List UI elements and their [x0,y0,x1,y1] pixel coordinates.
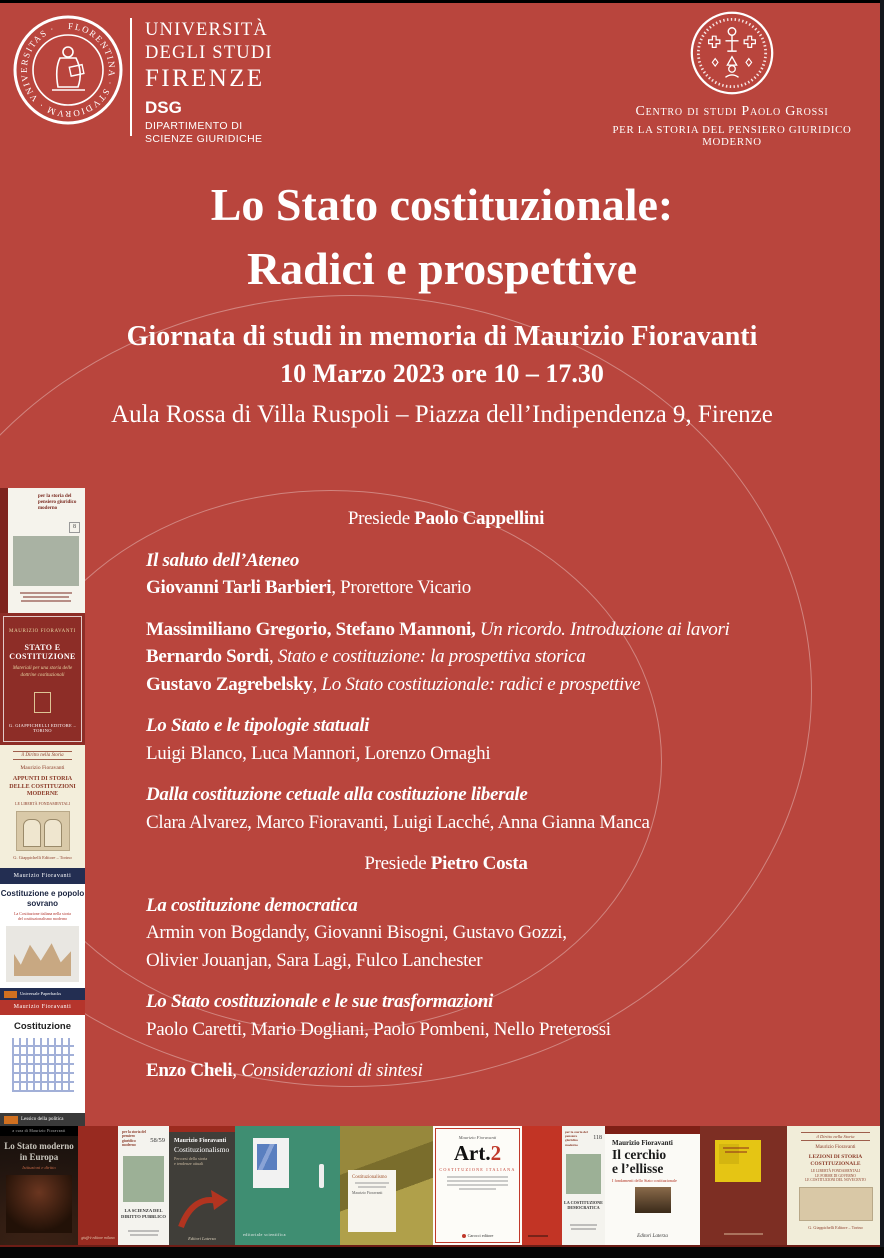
program-text: Luigi Blanco, Luca Mannori, Lorenzo Ornaghi [146,742,491,764]
book-tablets-image [16,811,70,851]
book-title: LA SCIENZA DEL DIRITTO PUBBLICO [121,1208,166,1219]
book-publisher: Editori Laterza [188,1236,216,1241]
program-line [146,712,746,740]
unifi-wordmark [145,21,273,146]
program-line [146,809,746,837]
program-text: Un ricordo. Introduzione ai lavori [479,618,730,640]
program-text: Giovanni Tarli Barbieri [146,577,332,598]
book-cover-red-laterza [522,1126,562,1245]
program-text: La costituzione democratica [146,894,358,916]
program-text: Massimiliano Gregorio, Stefano Mannoni, [146,618,480,640]
program-line [146,547,746,575]
book-publisher: Carocci editore [433,1233,522,1238]
subtitle-datetime: 10 Marzo 2023 ore 10 – 17.30 [280,359,604,388]
book-author: Maurizio Fioravanti [20,765,65,771]
book-image [635,1187,671,1213]
program-line [146,1057,746,1085]
header-divider [130,18,132,136]
book-subtitle: La Costituzione italiana nella storia del costituzionalismo moderno [14,911,71,921]
program-text: Paolo Cappellini [414,508,545,529]
program-text: Enzo Cheli [146,1060,233,1081]
book-subtitle: LE LIBERTÀ FONDAMENTALI [15,800,70,806]
centro-grossi-block [596,10,868,148]
program-text: Il saluto dell’Ateneo [146,549,300,571]
book-title: LA COSTITUZIONE DEMOCRATICA [564,1200,603,1211]
paper-crown [14,936,71,976]
rule [801,1140,871,1141]
book-title: STATO E COSTITUZIONE [9,643,76,661]
book-number: 8 [69,522,80,533]
unifi-name-line2: DEGLI STUDI [145,42,273,63]
rule [13,751,73,752]
book-publisher: Editori Laterza [637,1234,668,1239]
book-series: il Diritto nella Storia [816,1134,855,1139]
book-cover-stato-e-costituzione [0,613,85,745]
book-series: per la storia del pensiero giuridico moderno [122,1130,146,1148]
program-text: Lo Stato costituzionale e le sue trasformazioni [146,991,493,1012]
book-author: Maurizio Fioravanti [458,1135,497,1140]
program-text: Clara Alvarez, Marco Fioravanti, Luigi Lacché, Anna Gianna Manca [146,811,650,833]
book-text-lines [528,1233,548,1239]
program-line [146,892,746,920]
program-line [146,643,746,671]
yellow-panel [715,1140,761,1182]
book-cover-quaderni-118 [562,1126,605,1245]
book-top-band [169,1126,235,1132]
book-series: Lessico della politica [21,1117,64,1122]
book-author: Maurizio Fioravanti [612,1139,673,1147]
unifi-seal-ring-text: FLORENTINA · STVDIORVM · VNIVERSITAS · [18,20,118,120]
book-publisher: editoriale scientifica [243,1232,286,1237]
book-publisher-band [0,988,85,1000]
book-cover-art2 [433,1126,522,1245]
rule [13,759,73,760]
program-line [146,988,746,1016]
program-text: Dalla costituzione cetuale alla costituzione liberale [146,784,528,805]
program-text: Considerazioni di sintesi [241,1060,423,1081]
unifi-name-line1: UNIVERSITÀ [145,20,268,40]
book-publisher: G. GIAPPICHELLI EDITORE – TORINO [8,723,77,733]
book-cover-costituzionalismo-laterza [169,1126,235,1245]
centro-name: Centro di studi Paolo Grossi [635,104,829,119]
book-title: Art.2 [453,1141,502,1165]
program-text: Lo Stato e le tipologie statuali [146,715,370,736]
book-publisher: Universale Paperbacks [20,991,62,996]
book-panel [348,1170,396,1232]
program-text: Lo Stato costituzionale: radici e prospettive [321,673,641,695]
program-text: Presiede [347,508,415,529]
unifi-dsg: DSG [145,98,182,117]
book-title: Il cerchio e l’ellisse [612,1147,667,1176]
book-publisher: G. Giappichelli Editore – Torino [13,854,72,860]
program-text: Presiede [364,853,431,874]
book-emblem [34,692,51,713]
program-text: , Prorettore Vicario [331,577,471,598]
mini-cover-mark [257,1144,277,1170]
poster-subtitle [0,318,884,392]
unifi-dept-line1: DIPARTIMENTO DI [145,120,243,132]
book-cover-quaderni-8 [0,488,85,613]
rule [801,1132,871,1133]
unifi-seal-icon [12,14,124,131]
poster-title [0,173,884,301]
bottom-border [0,1247,884,1258]
program-text: Paolo Caretti, Mario Dogliani, Paolo Pombeni, Nello Preterossi [146,1018,611,1040]
book-author-band: Maurizio Fioravanti [0,868,85,884]
book-series: per la storia del pensiero giuridico moderno [38,494,77,511]
book-title: Costituzionalismo [352,1175,387,1180]
unifi-name-line3: FIRENZE [145,65,265,92]
book-text-lines [126,1228,161,1238]
program-text: Bernardo Sordi [146,646,270,667]
book-text-lines [724,1231,763,1237]
book-image [6,1175,72,1233]
book-subtitle: Istituzioni e diritto [22,1165,56,1170]
book-title: Costituzione e popolo sovrano [0,889,85,908]
program-text: Stato e costituzione: la prospettiva storica [277,646,586,667]
book-text-lines [568,1222,599,1232]
book-author: Maurizio Fioravanti [174,1138,227,1144]
book-covers-strip [0,1126,884,1247]
book-author-band: Maurizio Fioravanti [0,1000,85,1015]
program-line [146,671,746,699]
book-cover-lezioni [787,1126,884,1245]
venue-line: Aula Rossa di Villa Ruspoli – Piazza dell’Indipendenza 9, Firenze [111,401,773,428]
program-line [146,616,746,644]
red-arrow-graphic [175,1177,229,1233]
book-series: per la storia del pensiero giuridico moderno [565,1130,588,1147]
program-line [146,947,746,975]
centro-seal-icon [689,10,775,96]
program-text: , [312,673,322,695]
cover-pill-graphic [319,1164,324,1188]
book-crown-image [6,926,79,982]
right-border [880,0,884,1258]
book-title: APPUNTI DI STORIA DELLE COSTITUZIONI MODERNE [9,776,76,797]
book-covers-sidebar [0,488,85,1126]
program-line [146,740,746,768]
book-title: Lo Stato moderno in Europa [4,1141,74,1162]
program-text: Olivier Jouanjan, Sara Lagi, Fulco Lanchester [146,949,483,971]
book-green-square [123,1156,164,1202]
book-subtitle: Percorsi della storia e tendenze attuali [174,1156,208,1167]
mini-cover-image [253,1138,289,1188]
book-spine-edge [0,488,8,613]
book-green-square [566,1154,601,1194]
book-text-lines [13,590,79,604]
top-border [0,0,884,3]
book-author: Maurizio Fioravanti [815,1145,856,1150]
poster-title-line2: Radici e prospettive [246,243,638,294]
book-subtitle: Materiali per una storia delle dottrine costituzionali [12,666,73,678]
book-cover-editoriale-scientifica [235,1126,340,1245]
program-text: Gustavo Zagrebelsky [146,673,313,695]
book-cover-popolo-sovrano [0,868,85,1000]
book-cover-giuffre [78,1126,118,1245]
book-frame [3,616,82,742]
subtitle-event: Giornata di studi in memoria di Maurizio Fioravanti [126,321,758,352]
program-line [146,574,746,602]
program-text: , [269,646,278,667]
book-title: LEZIONI DI STORIA COSTITUZIONALE [808,1154,863,1167]
book-title: Costituzione [14,1021,71,1032]
program-line [146,850,746,878]
book-curator: a cura di Maurizio Fioravanti [0,1126,78,1136]
laterza-chip [4,991,17,998]
book-cover-maroon-yellow [700,1126,787,1245]
book-cover-quaderni-5859 [118,1126,169,1245]
book-cover-costituzione [0,1000,85,1126]
program-text: , [232,1060,242,1081]
unifi-dept-line2: SCIENZE GIURIDICHE [145,133,263,145]
book-subtitle: LE LIBERTÀ FONDAMENTALI LE FORME DI GOVERNO LE COSTITUZIONI DEL NOVECENTO [805,1169,866,1183]
centro-subtitle: PER LA STORIA DEL PENSIERO GIURIDICO MODERNO [612,124,852,148]
program-text: Armin von Bogdandy, Giovanni Bisogni, Gustavo Gozzi, [146,922,567,943]
book-cover-cerchio-ellisse [605,1126,700,1245]
book-author: Maurizio Fioravanti [352,1191,383,1195]
book-publisher: giuffrè editore milano [81,1236,115,1240]
book-engraving-image [799,1187,873,1221]
book-series-band [0,1113,85,1126]
program [146,492,746,1085]
book-subtitle: COSTITUZIONE ITALIANA [439,1167,516,1172]
book-green-square [13,536,79,586]
book-author: MAURIZIO FIORAVANTI [9,629,76,634]
book-number: 118 [593,1135,602,1141]
book-top-band [605,1126,700,1134]
book-lace-image [12,1038,74,1092]
program-line [146,1016,746,1044]
book-cover-appunti [0,745,85,868]
program-line [146,781,746,809]
program-line [146,505,746,533]
book-title: Costituzionalismo [174,1145,230,1154]
book-subtitle: I fondamenti dello Stato costituzionale [612,1178,677,1183]
book-number: 58/59 [150,1137,165,1144]
book-publisher: G. Giappichelli Editore – Torino [808,1224,863,1230]
book-cover-stato-moderno [0,1126,78,1245]
book-series: il Diritto nella Storia [21,753,64,758]
book-cover-costituzionalismo-panel [340,1126,433,1245]
poster-title-line1: Lo Stato costituzionale: [210,179,674,230]
mulino-chip [4,1116,18,1124]
panel-text-lines [723,1145,749,1155]
program-line [146,919,746,947]
program-text: Pietro Costa [430,853,528,874]
